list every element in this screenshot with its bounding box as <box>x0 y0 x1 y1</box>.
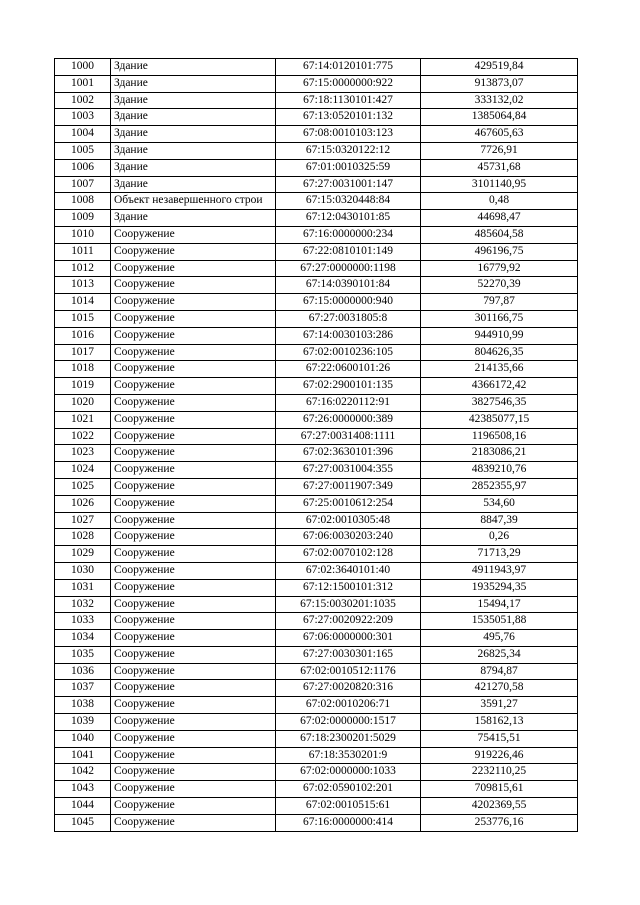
value-cell: 2232110,25 <box>421 764 578 781</box>
table-row <box>55 59 578 76</box>
row-number-cell: 1045 <box>55 814 111 831</box>
table-row <box>55 159 578 176</box>
row-number-cell: 1013 <box>55 277 111 294</box>
cadastral-number-cell: 67:02:0010512:1176 <box>276 663 421 680</box>
table-row <box>55 243 578 260</box>
table-row <box>55 814 578 831</box>
cadastral-number-cell: 67:01:0010325:59 <box>276 159 421 176</box>
value-cell: 26825,34 <box>421 646 578 663</box>
object-type-cell: Сооружение <box>111 394 276 411</box>
cadastral-number-cell: 67:27:0011907:349 <box>276 478 421 495</box>
value-cell: 158162,13 <box>421 714 578 731</box>
value-cell: 75415,51 <box>421 730 578 747</box>
object-type-cell: Сооружение <box>111 596 276 613</box>
row-number-cell: 1020 <box>55 394 111 411</box>
table-row <box>55 210 578 227</box>
table-row <box>55 226 578 243</box>
cadastral-number-cell: 67:06:0000000:301 <box>276 630 421 647</box>
cadastral-number-cell: 67:25:0010612:254 <box>276 495 421 512</box>
value-cell: 333132,02 <box>421 92 578 109</box>
cadastral-number-cell: 67:02:0010206:71 <box>276 697 421 714</box>
object-type-cell: Сооружение <box>111 243 276 260</box>
value-cell: 913873,07 <box>421 75 578 92</box>
value-cell: 495,76 <box>421 630 578 647</box>
row-number-cell: 1039 <box>55 714 111 731</box>
cadastral-number-cell: 67:13:0520101:132 <box>276 109 421 126</box>
value-cell: 301166,75 <box>421 310 578 327</box>
object-type-cell: Здание <box>111 92 276 109</box>
object-type-cell: Сооружение <box>111 411 276 428</box>
table-row <box>55 646 578 663</box>
table-row <box>55 546 578 563</box>
row-number-cell: 1006 <box>55 159 111 176</box>
object-type-cell: Сооружение <box>111 730 276 747</box>
object-type-cell: Здание <box>111 142 276 159</box>
row-number-cell: 1016 <box>55 327 111 344</box>
object-type-cell: Сооружение <box>111 764 276 781</box>
cadastral-number-cell: 67:15:0320448:84 <box>276 193 421 210</box>
value-cell: 4202369,55 <box>421 798 578 815</box>
registry-table-body <box>55 59 578 832</box>
cadastral-number-cell: 67:14:0030103:286 <box>276 327 421 344</box>
object-type-cell: Сооружение <box>111 714 276 731</box>
row-number-cell: 1027 <box>55 512 111 529</box>
row-number-cell: 1042 <box>55 764 111 781</box>
row-number-cell: 1011 <box>55 243 111 260</box>
row-number-cell: 1003 <box>55 109 111 126</box>
value-cell: 42385077,15 <box>421 411 578 428</box>
object-type-cell: Сооружение <box>111 310 276 327</box>
row-number-cell: 1018 <box>55 361 111 378</box>
table-row <box>55 411 578 428</box>
value-cell: 429519,84 <box>421 59 578 76</box>
table-row <box>55 394 578 411</box>
cadastral-number-cell: 67:27:0020820:316 <box>276 680 421 697</box>
cadastral-number-cell: 67:15:0320122:12 <box>276 142 421 159</box>
row-number-cell: 1024 <box>55 462 111 479</box>
row-number-cell: 1029 <box>55 546 111 563</box>
row-number-cell: 1036 <box>55 663 111 680</box>
value-cell: 2183086,21 <box>421 445 578 462</box>
row-number-cell: 1019 <box>55 378 111 395</box>
value-cell: 1196508,16 <box>421 428 578 445</box>
object-type-cell: Здание <box>111 210 276 227</box>
cadastral-number-cell: 67:26:0000000:389 <box>276 411 421 428</box>
cadastral-number-cell: 67:02:0070102:128 <box>276 546 421 563</box>
table-row <box>55 579 578 596</box>
object-type-cell: Сооружение <box>111 327 276 344</box>
value-cell: 16779,92 <box>421 260 578 277</box>
cadastral-number-cell: 67:02:2900101:135 <box>276 378 421 395</box>
table-row <box>55 193 578 210</box>
cadastral-number-cell: 67:27:0030301:165 <box>276 646 421 663</box>
object-type-cell: Сооружение <box>111 814 276 831</box>
table-row <box>55 277 578 294</box>
value-cell: 45731,68 <box>421 159 578 176</box>
object-type-cell: Сооружение <box>111 781 276 798</box>
row-number-cell: 1023 <box>55 445 111 462</box>
row-number-cell: 1032 <box>55 596 111 613</box>
object-type-cell: Сооружение <box>111 562 276 579</box>
value-cell: 1535051,88 <box>421 613 578 630</box>
value-cell: 3101140,95 <box>421 176 578 193</box>
object-type-cell: Сооружение <box>111 260 276 277</box>
object-type-cell: Сооружение <box>111 613 276 630</box>
object-type-cell: Сооружение <box>111 361 276 378</box>
table-row <box>55 596 578 613</box>
object-type-cell: Сооружение <box>111 546 276 563</box>
value-cell: 496196,75 <box>421 243 578 260</box>
value-cell: 52270,39 <box>421 277 578 294</box>
table-row <box>55 730 578 747</box>
value-cell: 8794,87 <box>421 663 578 680</box>
table-row <box>55 361 578 378</box>
row-number-cell: 1028 <box>55 529 111 546</box>
cadastral-number-cell: 67:14:0120101:775 <box>276 59 421 76</box>
table-row <box>55 747 578 764</box>
row-number-cell: 1040 <box>55 730 111 747</box>
cadastral-number-cell: 67:02:0010236:105 <box>276 344 421 361</box>
row-number-cell: 1002 <box>55 92 111 109</box>
table-row <box>55 714 578 731</box>
registry-table <box>54 58 578 832</box>
row-number-cell: 1043 <box>55 781 111 798</box>
object-type-cell: Сооружение <box>111 579 276 596</box>
value-cell: 1935294,35 <box>421 579 578 596</box>
row-number-cell: 1010 <box>55 226 111 243</box>
value-cell: 4911943,97 <box>421 562 578 579</box>
cadastral-number-cell: 67:12:1500101:312 <box>276 579 421 596</box>
value-cell: 0,48 <box>421 193 578 210</box>
row-number-cell: 1026 <box>55 495 111 512</box>
cadastral-number-cell: 67:27:0020922:209 <box>276 613 421 630</box>
object-type-cell: Здание <box>111 126 276 143</box>
cadastral-number-cell: 67:08:0010103:123 <box>276 126 421 143</box>
row-number-cell: 1007 <box>55 176 111 193</box>
object-type-cell: Сооружение <box>111 226 276 243</box>
cadastral-number-cell: 67:02:3630101:396 <box>276 445 421 462</box>
row-number-cell: 1034 <box>55 630 111 647</box>
value-cell: 919226,46 <box>421 747 578 764</box>
object-type-cell: Сооружение <box>111 697 276 714</box>
cadastral-number-cell: 67:12:0430101:85 <box>276 210 421 227</box>
table-row <box>55 630 578 647</box>
table-row <box>55 378 578 395</box>
value-cell: 44698,47 <box>421 210 578 227</box>
cadastral-number-cell: 67:22:0810101:149 <box>276 243 421 260</box>
row-number-cell: 1009 <box>55 210 111 227</box>
object-type-cell: Сооружение <box>111 747 276 764</box>
value-cell: 3827546,35 <box>421 394 578 411</box>
cadastral-number-cell: 67:15:0030201:1035 <box>276 596 421 613</box>
object-type-cell: Сооружение <box>111 512 276 529</box>
object-type-cell: Здание <box>111 59 276 76</box>
value-cell: 214135,66 <box>421 361 578 378</box>
value-cell: 534,60 <box>421 495 578 512</box>
table-row <box>55 75 578 92</box>
object-type-cell: Сооружение <box>111 344 276 361</box>
row-number-cell: 1017 <box>55 344 111 361</box>
cadastral-number-cell: 67:27:0031001:147 <box>276 176 421 193</box>
value-cell: 1385064,84 <box>421 109 578 126</box>
table-row <box>55 126 578 143</box>
row-number-cell: 1035 <box>55 646 111 663</box>
row-number-cell: 1037 <box>55 680 111 697</box>
row-number-cell: 1022 <box>55 428 111 445</box>
value-cell: 467605,63 <box>421 126 578 143</box>
object-type-cell: Сооружение <box>111 495 276 512</box>
cadastral-number-cell: 67:22:0600101:26 <box>276 361 421 378</box>
table-row <box>55 428 578 445</box>
row-number-cell: 1030 <box>55 562 111 579</box>
table-row <box>55 445 578 462</box>
table-row <box>55 109 578 126</box>
table-row <box>55 327 578 344</box>
table-row <box>55 764 578 781</box>
table-row <box>55 798 578 815</box>
cadastral-number-cell: 67:27:0031408:1111 <box>276 428 421 445</box>
object-type-cell: Здание <box>111 176 276 193</box>
row-number-cell: 1014 <box>55 294 111 311</box>
row-number-cell: 1031 <box>55 579 111 596</box>
value-cell: 421270,58 <box>421 680 578 697</box>
cadastral-number-cell: 67:15:0000000:922 <box>276 75 421 92</box>
value-cell: 7726,91 <box>421 142 578 159</box>
object-type-cell: Сооружение <box>111 428 276 445</box>
cadastral-number-cell: 67:18:3530201:9 <box>276 747 421 764</box>
value-cell: 485604,58 <box>421 226 578 243</box>
cadastral-number-cell: 67:02:0010305:48 <box>276 512 421 529</box>
cadastral-number-cell: 67:27:0000000:1198 <box>276 260 421 277</box>
table-row <box>55 176 578 193</box>
row-number-cell: 1000 <box>55 59 111 76</box>
table-row <box>55 562 578 579</box>
table-row <box>55 142 578 159</box>
cadastral-number-cell: 67:02:0010515:61 <box>276 798 421 815</box>
value-cell: 4839210,76 <box>421 462 578 479</box>
value-cell: 253776,16 <box>421 814 578 831</box>
cadastral-number-cell: 67:18:2300201:5029 <box>276 730 421 747</box>
cadastral-number-cell: 67:16:0000000:414 <box>276 814 421 831</box>
cadastral-number-cell: 67:14:0390101:84 <box>276 277 421 294</box>
cadastral-number-cell: 67:18:1130101:427 <box>276 92 421 109</box>
value-cell: 4366172,42 <box>421 378 578 395</box>
cadastral-number-cell: 67:16:0000000:234 <box>276 226 421 243</box>
table-row <box>55 680 578 697</box>
row-number-cell: 1001 <box>55 75 111 92</box>
row-number-cell: 1044 <box>55 798 111 815</box>
table-row <box>55 781 578 798</box>
table-row <box>55 663 578 680</box>
value-cell: 804626,35 <box>421 344 578 361</box>
object-type-cell: Сооружение <box>111 445 276 462</box>
value-cell: 797,87 <box>421 294 578 311</box>
cadastral-number-cell: 67:02:3640101:40 <box>276 562 421 579</box>
object-type-cell: Сооружение <box>111 529 276 546</box>
table-row <box>55 462 578 479</box>
object-type-cell: Здание <box>111 109 276 126</box>
table-row <box>55 260 578 277</box>
object-type-cell: Сооружение <box>111 478 276 495</box>
object-type-cell: Сооружение <box>111 798 276 815</box>
row-number-cell: 1004 <box>55 126 111 143</box>
value-cell: 944910,99 <box>421 327 578 344</box>
table-row <box>55 478 578 495</box>
object-type-cell: Сооружение <box>111 680 276 697</box>
table-row <box>55 92 578 109</box>
value-cell: 0,26 <box>421 529 578 546</box>
row-number-cell: 1038 <box>55 697 111 714</box>
value-cell: 8847,39 <box>421 512 578 529</box>
cadastral-number-cell: 67:02:0000000:1517 <box>276 714 421 731</box>
object-type-cell: Сооружение <box>111 378 276 395</box>
table-row <box>55 344 578 361</box>
object-type-cell: Здание <box>111 75 276 92</box>
table-row <box>55 613 578 630</box>
cadastral-number-cell: 67:02:0590102:201 <box>276 781 421 798</box>
table-row <box>55 294 578 311</box>
value-cell: 3591,27 <box>421 697 578 714</box>
table-row <box>55 697 578 714</box>
cadastral-number-cell: 67:02:0000000:1033 <box>276 764 421 781</box>
table-row <box>55 512 578 529</box>
value-cell: 15494,17 <box>421 596 578 613</box>
row-number-cell: 1015 <box>55 310 111 327</box>
value-cell: 2852355,97 <box>421 478 578 495</box>
value-cell: 709815,61 <box>421 781 578 798</box>
row-number-cell: 1041 <box>55 747 111 764</box>
object-type-cell: Сооружение <box>111 462 276 479</box>
object-type-cell: Сооружение <box>111 663 276 680</box>
object-type-cell: Сооружение <box>111 294 276 311</box>
row-number-cell: 1033 <box>55 613 111 630</box>
cadastral-number-cell: 67:16:0220112:91 <box>276 394 421 411</box>
value-cell: 71713,29 <box>421 546 578 563</box>
cadastral-number-cell: 67:06:0030203:240 <box>276 529 421 546</box>
row-number-cell: 1021 <box>55 411 111 428</box>
table-row <box>55 310 578 327</box>
table-row <box>55 529 578 546</box>
cadastral-number-cell: 67:15:0000000:940 <box>276 294 421 311</box>
object-type-cell: Сооружение <box>111 630 276 647</box>
object-type-cell: Сооружение <box>111 646 276 663</box>
table-row <box>55 495 578 512</box>
row-number-cell: 1012 <box>55 260 111 277</box>
row-number-cell: 1025 <box>55 478 111 495</box>
object-type-cell: Сооружение <box>111 277 276 294</box>
row-number-cell: 1005 <box>55 142 111 159</box>
cadastral-number-cell: 67:27:0031805:8 <box>276 310 421 327</box>
object-type-cell: Здание <box>111 159 276 176</box>
cadastral-number-cell: 67:27:0031004:355 <box>276 462 421 479</box>
row-number-cell: 1008 <box>55 193 111 210</box>
object-type-cell: Объект незавершенного строи <box>111 193 276 210</box>
